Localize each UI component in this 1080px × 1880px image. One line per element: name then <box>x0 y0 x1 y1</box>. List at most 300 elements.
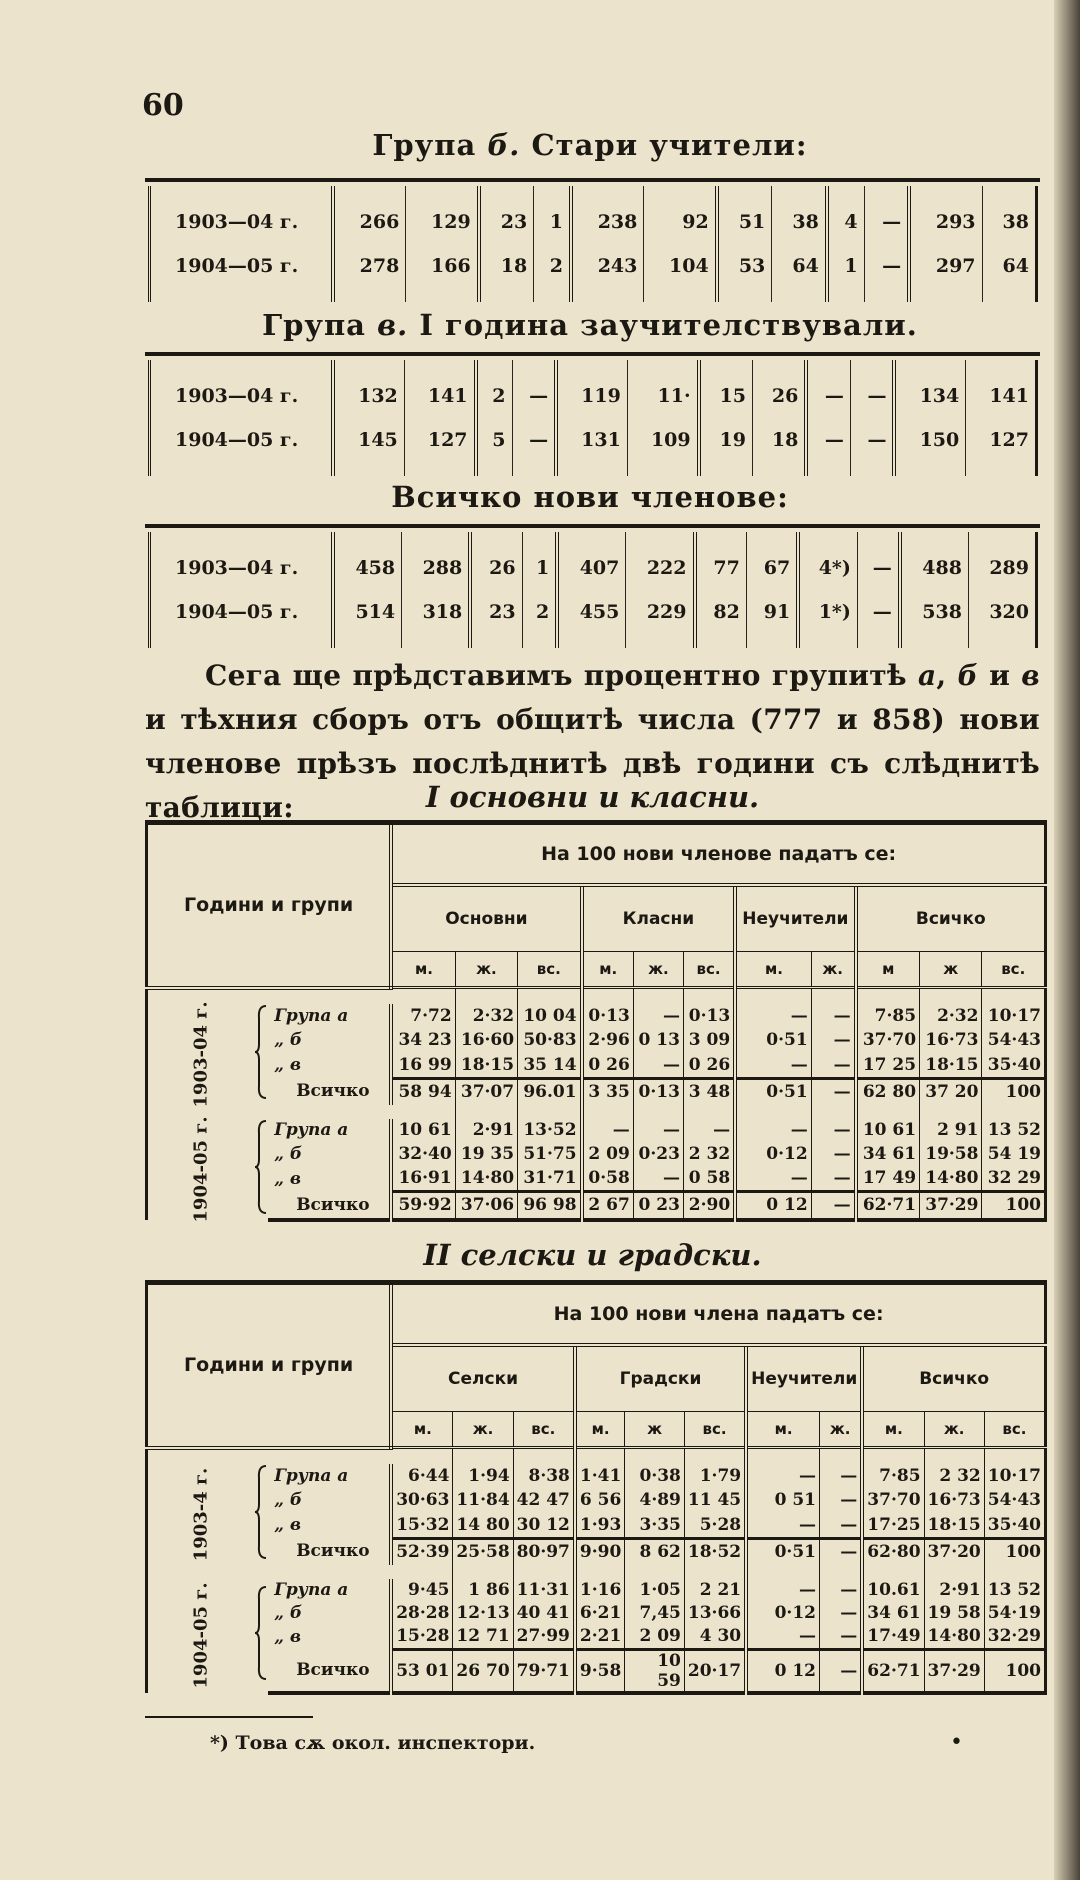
value-cell: 10.61 <box>862 1579 924 1602</box>
value-cell: — <box>735 1052 811 1078</box>
value-cell: 7,45 <box>625 1602 685 1625</box>
value-cell: 32·40 <box>391 1142 455 1166</box>
value-cell: 31·71 <box>518 1166 582 1192</box>
value-cell: — <box>633 1166 683 1192</box>
subcol-header: м. <box>746 1412 819 1448</box>
stat-cell: 64 <box>772 244 827 302</box>
value-cell: 0·51 <box>735 1078 811 1104</box>
subcol-header: ж. <box>453 1412 513 1448</box>
value-cell: 54·43 <box>984 1488 1045 1512</box>
value-cell: 96.01 <box>518 1078 582 1104</box>
group-b-title-prefix: Група <box>372 128 477 162</box>
subcol-header: ж <box>625 1412 685 1448</box>
year-label: 1904-05 г. <box>190 1115 212 1223</box>
value-cell: — <box>811 1004 855 1028</box>
value-cell: 62 80 <box>856 1078 920 1104</box>
value-cell: 58 94 <box>391 1078 455 1104</box>
stat-cell: 320 <box>968 590 1036 648</box>
value-cell: 2 32 <box>924 1464 984 1488</box>
table-row <box>147 1028 1046 1052</box>
stat-cell: 1 <box>522 532 557 590</box>
group-v-title-prefix: Група <box>262 308 366 342</box>
year-label: 1904-05 г. <box>190 1582 212 1689</box>
stat-cell: 18 <box>479 244 534 302</box>
value-cell: 1·94 <box>453 1464 513 1488</box>
year-label: 1903—04 г. <box>150 360 334 418</box>
stat-cell: 53 <box>717 244 772 302</box>
stat-cell: 38 <box>772 186 827 244</box>
value-cell: 11·84 <box>453 1488 513 1512</box>
subcol-header: ж <box>920 952 982 988</box>
value-cell: 17 25 <box>856 1052 920 1078</box>
year-label: 1904—05 г. <box>150 244 334 302</box>
stat-cell: 297 <box>909 244 982 302</box>
value-cell: — <box>811 1166 855 1192</box>
value-cell: — <box>819 1538 862 1564</box>
value-cell: — <box>819 1579 862 1602</box>
group-header: Неучители <box>735 885 855 952</box>
brace-icon <box>254 1119 268 1220</box>
subcol-header: м. <box>735 952 811 988</box>
stat-cell: 15 <box>699 360 753 418</box>
para-and: и <box>978 659 1022 692</box>
all-new-heading: Всичко нови членове: <box>391 480 789 514</box>
value-cell: 16·73 <box>920 1028 982 1052</box>
value-cell: 2·96 <box>582 1028 634 1052</box>
value-cell: 42 47 <box>513 1488 575 1512</box>
subcol-header: вс. <box>683 952 735 988</box>
value-cell: 7·72 <box>391 1004 455 1028</box>
value-cell: 19 58 <box>924 1602 984 1625</box>
value-cell: 34 23 <box>391 1028 455 1052</box>
stat-cell: 1 <box>827 244 864 302</box>
table-row <box>147 1004 1046 1028</box>
value-cell: — <box>633 1004 683 1028</box>
value-cell: — <box>819 1602 862 1625</box>
para-letter-v: в <box>1021 659 1040 692</box>
value-cell: 53 01 <box>391 1649 453 1693</box>
stat-cell: 26 <box>470 532 522 590</box>
stat-cell: 26 <box>752 360 806 418</box>
value-cell: 4 30 <box>684 1625 746 1650</box>
value-cell: — <box>683 1119 735 1143</box>
para-text-1: Сега ще прѣдставимъ процентно групитѣ <box>205 659 918 692</box>
stat-cell: 51 <box>717 186 772 244</box>
value-cell: 15·32 <box>391 1512 453 1538</box>
value-cell: — <box>811 1142 855 1166</box>
value-cell: 10 59 <box>625 1649 685 1693</box>
stat-cell: — <box>512 418 556 476</box>
value-cell: 37·29 <box>924 1649 984 1693</box>
value-cell: 79·71 <box>513 1649 575 1693</box>
value-cell: 1·05 <box>625 1579 685 1602</box>
table-row <box>147 1602 1046 1625</box>
stat-cell: — <box>864 186 909 244</box>
value-cell: — <box>811 1028 855 1052</box>
stat-cell: 129 <box>406 186 479 244</box>
value-cell: 14 80 <box>453 1512 513 1538</box>
subcol-header: вс. <box>982 952 1046 988</box>
value-cell: 18·15 <box>920 1052 982 1078</box>
value-cell: 11 45 <box>684 1488 746 1512</box>
group-label: Група а <box>274 1580 349 1600</box>
value-cell: 0 26 <box>582 1052 634 1078</box>
page-edge-shadow <box>1054 0 1080 1880</box>
value-cell: 19·58 <box>920 1142 982 1166</box>
value-cell: 3 35 <box>582 1078 634 1104</box>
stat-row <box>150 244 1037 302</box>
table-row <box>147 1649 1046 1693</box>
value-cell: 35·40 <box>982 1052 1046 1078</box>
group-v-rule <box>145 352 1040 356</box>
value-cell: 37·07 <box>455 1078 517 1104</box>
stat-cell: 238 <box>571 186 644 244</box>
value-cell: 28·28 <box>391 1602 453 1625</box>
value-cell: 52·39 <box>391 1538 453 1564</box>
group-label: „ в <box>274 1055 302 1076</box>
stat-cell: — <box>806 360 850 418</box>
stat-cell: 229 <box>626 590 695 648</box>
value-cell: 5·28 <box>684 1512 746 1538</box>
table-row <box>147 1488 1046 1512</box>
table-row <box>147 1166 1046 1192</box>
value-cell: 16·60 <box>455 1028 517 1052</box>
stat-cell: 488 <box>900 532 969 590</box>
stat-cell: 1 <box>534 186 571 244</box>
stat-cell: 455 <box>557 590 626 648</box>
value-cell: 10·17 <box>984 1464 1045 1488</box>
subcol-header: ж. <box>819 1412 862 1448</box>
group-label: „ б <box>274 1030 303 1051</box>
value-cell: 32 29 <box>982 1166 1046 1192</box>
stat-cell: — <box>806 418 850 476</box>
stat-cell: 127 <box>966 418 1037 476</box>
value-cell: — <box>811 1052 855 1078</box>
stat-row <box>150 590 1037 648</box>
value-cell: 51·75 <box>518 1142 582 1166</box>
value-cell: 2·32 <box>455 1004 517 1028</box>
stat-cell: 64 <box>982 244 1036 302</box>
year-cell <box>147 1000 255 1108</box>
stat-cell: 1*) <box>798 590 857 648</box>
table-row <box>147 1512 1046 1538</box>
value-cell: 13·66 <box>684 1602 746 1625</box>
stat-cell: 293 <box>909 186 982 244</box>
stat-cell: — <box>857 590 899 648</box>
stat-cell: 119 <box>556 360 627 418</box>
group-header: Селски <box>391 1345 575 1412</box>
value-cell: 18·15 <box>455 1052 517 1078</box>
value-cell: 12·13 <box>453 1602 513 1625</box>
value-cell: 9·45 <box>391 1579 453 1602</box>
group-label: „ в <box>274 1626 302 1647</box>
value-cell: 12 71 <box>453 1625 513 1650</box>
value-cell: 62·71 <box>862 1649 924 1693</box>
value-cell: 13·52 <box>518 1119 582 1143</box>
table1-title: I основни и класни. <box>425 780 760 814</box>
value-cell: 2·91 <box>924 1579 984 1602</box>
stat-cell: 407 <box>557 532 626 590</box>
value-cell: — <box>819 1649 862 1693</box>
stat-cell: 82 <box>695 590 747 648</box>
value-cell: 37·70 <box>856 1028 920 1052</box>
stat-cell: 141 <box>404 360 475 418</box>
value-cell: 30·63 <box>391 1488 453 1512</box>
value-cell: 0 26 <box>683 1052 735 1078</box>
value-cell: 54·19 <box>984 1602 1045 1625</box>
subcol-header: м. <box>862 1412 924 1448</box>
stat-cell: 127 <box>404 418 475 476</box>
value-cell: — <box>819 1464 862 1488</box>
value-cell: 2 91 <box>920 1119 982 1143</box>
value-cell: 34 61 <box>862 1602 924 1625</box>
main-header: На 100 нови члена падатъ се: <box>391 1283 1045 1346</box>
value-cell: 100 <box>982 1078 1046 1104</box>
value-cell: 0·51 <box>735 1028 811 1052</box>
value-cell: 16·91 <box>391 1166 455 1192</box>
group-label: Всичко <box>268 1192 391 1220</box>
group-label: „ б <box>274 1603 303 1623</box>
para-comma: , <box>936 659 958 692</box>
value-cell: 3 09 <box>683 1028 735 1052</box>
value-cell: 10 61 <box>391 1119 455 1143</box>
group-b-rule <box>145 178 1040 182</box>
subcol-header: м. <box>391 1412 453 1448</box>
value-cell: 13 52 <box>984 1579 1045 1602</box>
stat-cell: 104 <box>644 244 717 302</box>
value-cell: 1·16 <box>575 1579 625 1602</box>
stat-cell: — <box>512 360 556 418</box>
subcol-header: м. <box>391 952 455 988</box>
value-cell: 7·85 <box>856 1004 920 1028</box>
value-cell: 15·28 <box>391 1625 453 1650</box>
value-cell: 0 13 <box>633 1028 683 1052</box>
value-cell: 17·25 <box>862 1512 924 1538</box>
year-cell <box>147 1579 255 1693</box>
stat-cell: 278 <box>333 244 406 302</box>
value-cell: 0·51 <box>746 1538 819 1564</box>
value-cell: — <box>746 1512 819 1538</box>
value-cell: — <box>746 1579 819 1602</box>
stat-cell: 23 <box>470 590 522 648</box>
value-cell: 14·80 <box>455 1166 517 1192</box>
value-cell: 0·23 <box>633 1142 683 1166</box>
ink-dot: • <box>950 1730 963 1755</box>
value-cell: 18·52 <box>684 1538 746 1564</box>
value-cell: — <box>819 1512 862 1538</box>
value-cell: 6·44 <box>391 1464 453 1488</box>
group-label: „ в <box>274 1169 302 1190</box>
value-cell: 7·85 <box>862 1464 924 1488</box>
value-cell: 0·12 <box>746 1602 819 1625</box>
stat-cell: 166 <box>406 244 479 302</box>
stat-cell: 288 <box>402 532 471 590</box>
value-cell: 16·73 <box>924 1488 984 1512</box>
table-row <box>147 1625 1046 1650</box>
group-v-table <box>148 360 1038 476</box>
table-row <box>147 1538 1046 1564</box>
value-cell: 2 21 <box>684 1579 746 1602</box>
subcol-header: ж. <box>924 1412 984 1448</box>
value-cell: — <box>735 1004 811 1028</box>
stat-cell: 134 <box>894 360 965 418</box>
value-cell: 30 12 <box>513 1512 575 1538</box>
value-cell: 10 04 <box>518 1004 582 1028</box>
stat-row <box>150 532 1037 590</box>
value-cell: 0 12 <box>746 1649 819 1693</box>
stat-cell: 2 <box>534 244 571 302</box>
value-cell: 8 62 <box>625 1538 685 1564</box>
value-cell: 100 <box>984 1538 1045 1564</box>
group-label: Всичко <box>268 1649 391 1693</box>
value-cell: 100 <box>982 1192 1046 1220</box>
group-b-heading <box>145 128 1035 162</box>
value-cell: — <box>746 1625 819 1650</box>
value-cell: 18·15 <box>924 1512 984 1538</box>
subcol-header: ж. <box>811 952 855 988</box>
table2-title: II селски и градски. <box>423 1238 762 1272</box>
value-cell: 59·92 <box>391 1192 455 1220</box>
para-letter-a: а <box>917 659 937 692</box>
years-groups-header: Години и групи <box>147 823 392 988</box>
group-label: „ б <box>274 1144 303 1165</box>
table-row <box>147 1052 1046 1078</box>
value-cell: — <box>811 1192 855 1220</box>
value-cell: 62·80 <box>862 1538 924 1564</box>
stat-cell: 77 <box>695 532 747 590</box>
value-cell: 2 09 <box>625 1625 685 1650</box>
year-label: 1903—04 г. <box>150 532 334 590</box>
value-cell: 25·58 <box>453 1538 513 1564</box>
group-label: Всичко <box>296 1541 370 1562</box>
subcol-header: вс. <box>684 1412 746 1448</box>
year-label: 1903-04 г. <box>190 1000 212 1108</box>
year-label: 1904—05 г. <box>150 590 334 648</box>
value-cell: 0·12 <box>735 1142 811 1166</box>
stat-cell: 4 <box>827 186 864 244</box>
value-cell: 9·90 <box>575 1538 625 1564</box>
subcol-header: м. <box>575 1412 625 1448</box>
stat-row <box>150 360 1037 418</box>
page-number: 60 <box>142 88 184 123</box>
value-cell: — <box>811 1078 855 1104</box>
all-new-rule <box>145 524 1040 528</box>
stat-cell: 132 <box>333 360 404 418</box>
value-cell: — <box>633 1119 683 1143</box>
group-label: Всичко <box>296 1081 370 1102</box>
value-cell: 0·13 <box>582 1004 634 1028</box>
stat-cell: 38 <box>982 186 1036 244</box>
value-cell: 27·99 <box>513 1625 575 1650</box>
stat-row <box>150 418 1037 476</box>
value-cell: 17 49 <box>856 1166 920 1192</box>
table-row <box>147 1078 1046 1104</box>
year-cell <box>147 1464 255 1565</box>
value-cell: 0 58 <box>683 1166 735 1192</box>
value-cell: 6·21 <box>575 1602 625 1625</box>
stat-cell: 318 <box>402 590 471 648</box>
value-cell: — <box>819 1488 862 1512</box>
group-b-title-letter: б. <box>487 128 521 162</box>
value-cell: 0·58 <box>582 1166 634 1192</box>
stat-cell: 141 <box>966 360 1037 418</box>
value-cell: 1·41 <box>575 1464 625 1488</box>
value-cell: 2 32 <box>683 1142 735 1166</box>
stat-cell: 23 <box>479 186 534 244</box>
value-cell: 2 67 <box>582 1192 634 1220</box>
group-header: Неучители <box>746 1345 862 1412</box>
value-cell: 6 56 <box>575 1488 625 1512</box>
value-cell: 35·40 <box>984 1512 1045 1538</box>
stat-cell: 11· <box>627 360 698 418</box>
value-cell: 0 23 <box>633 1192 683 1220</box>
table2-percentages <box>145 1280 1047 1695</box>
value-cell: 14·80 <box>920 1166 982 1192</box>
value-cell: 10 61 <box>856 1119 920 1143</box>
stat-cell: 131 <box>556 418 627 476</box>
stat-cell: 514 <box>333 590 402 648</box>
value-cell: 16 99 <box>391 1052 455 1078</box>
value-cell: 0 51 <box>746 1488 819 1512</box>
brace-icon <box>254 1579 268 1693</box>
value-cell: 20·17 <box>684 1649 746 1693</box>
value-cell: 2 09 <box>582 1142 634 1166</box>
years-groups-header: Години и групи <box>147 1283 392 1448</box>
value-cell: — <box>735 1119 811 1143</box>
table1-percentages <box>145 820 1047 1222</box>
value-cell: — <box>819 1625 862 1650</box>
group-v-title-letter: в. <box>377 308 409 342</box>
subcol-header: ж. <box>633 952 683 988</box>
stat-cell: 2 <box>522 590 557 648</box>
value-cell: 2·91 <box>455 1119 517 1143</box>
value-cell: 62·71 <box>856 1192 920 1220</box>
value-cell: 2·21 <box>575 1625 625 1650</box>
stat-cell: 5 <box>476 418 512 476</box>
value-cell: 34 61 <box>856 1142 920 1166</box>
group-b-table <box>148 186 1038 302</box>
value-cell: 8·38 <box>513 1464 575 1488</box>
table-row <box>147 1142 1046 1166</box>
value-cell: — <box>633 1052 683 1078</box>
stat-cell: 150 <box>894 418 965 476</box>
table-row <box>147 1192 1046 1220</box>
value-cell: 13 52 <box>982 1119 1046 1143</box>
brace-icon <box>254 1464 268 1565</box>
stat-cell: 109 <box>627 418 698 476</box>
value-cell: 11·31 <box>513 1579 575 1602</box>
value-cell: 0·13 <box>683 1004 735 1028</box>
value-cell: 37·20 <box>924 1538 984 1564</box>
stat-cell: 458 <box>333 532 402 590</box>
group-label: Група а <box>274 1120 349 1141</box>
table-row <box>147 1119 1046 1143</box>
main-header: На 100 нови членове падатъ се: <box>391 823 1045 886</box>
year-label: 1903—04 г. <box>150 186 334 244</box>
stat-cell: 266 <box>333 186 406 244</box>
value-cell: — <box>811 1119 855 1143</box>
value-cell: 9·58 <box>575 1649 625 1693</box>
para-text-2: и тѣхния сборъ отъ общитѣ числа (777 и 858) нови членове прѣзъ послѣднитѣ двѣ години съ слѣднитѣ таблици: <box>145 703 1040 824</box>
value-cell: 50·83 <box>518 1028 582 1052</box>
stat-cell: 289 <box>968 532 1036 590</box>
value-cell: 40 41 <box>513 1602 575 1625</box>
stat-cell: — <box>850 360 894 418</box>
value-cell: 14·80 <box>924 1625 984 1650</box>
subcol-header: м <box>856 952 920 988</box>
group-v-heading <box>145 308 1035 342</box>
value-cell: 17·49 <box>862 1625 924 1650</box>
